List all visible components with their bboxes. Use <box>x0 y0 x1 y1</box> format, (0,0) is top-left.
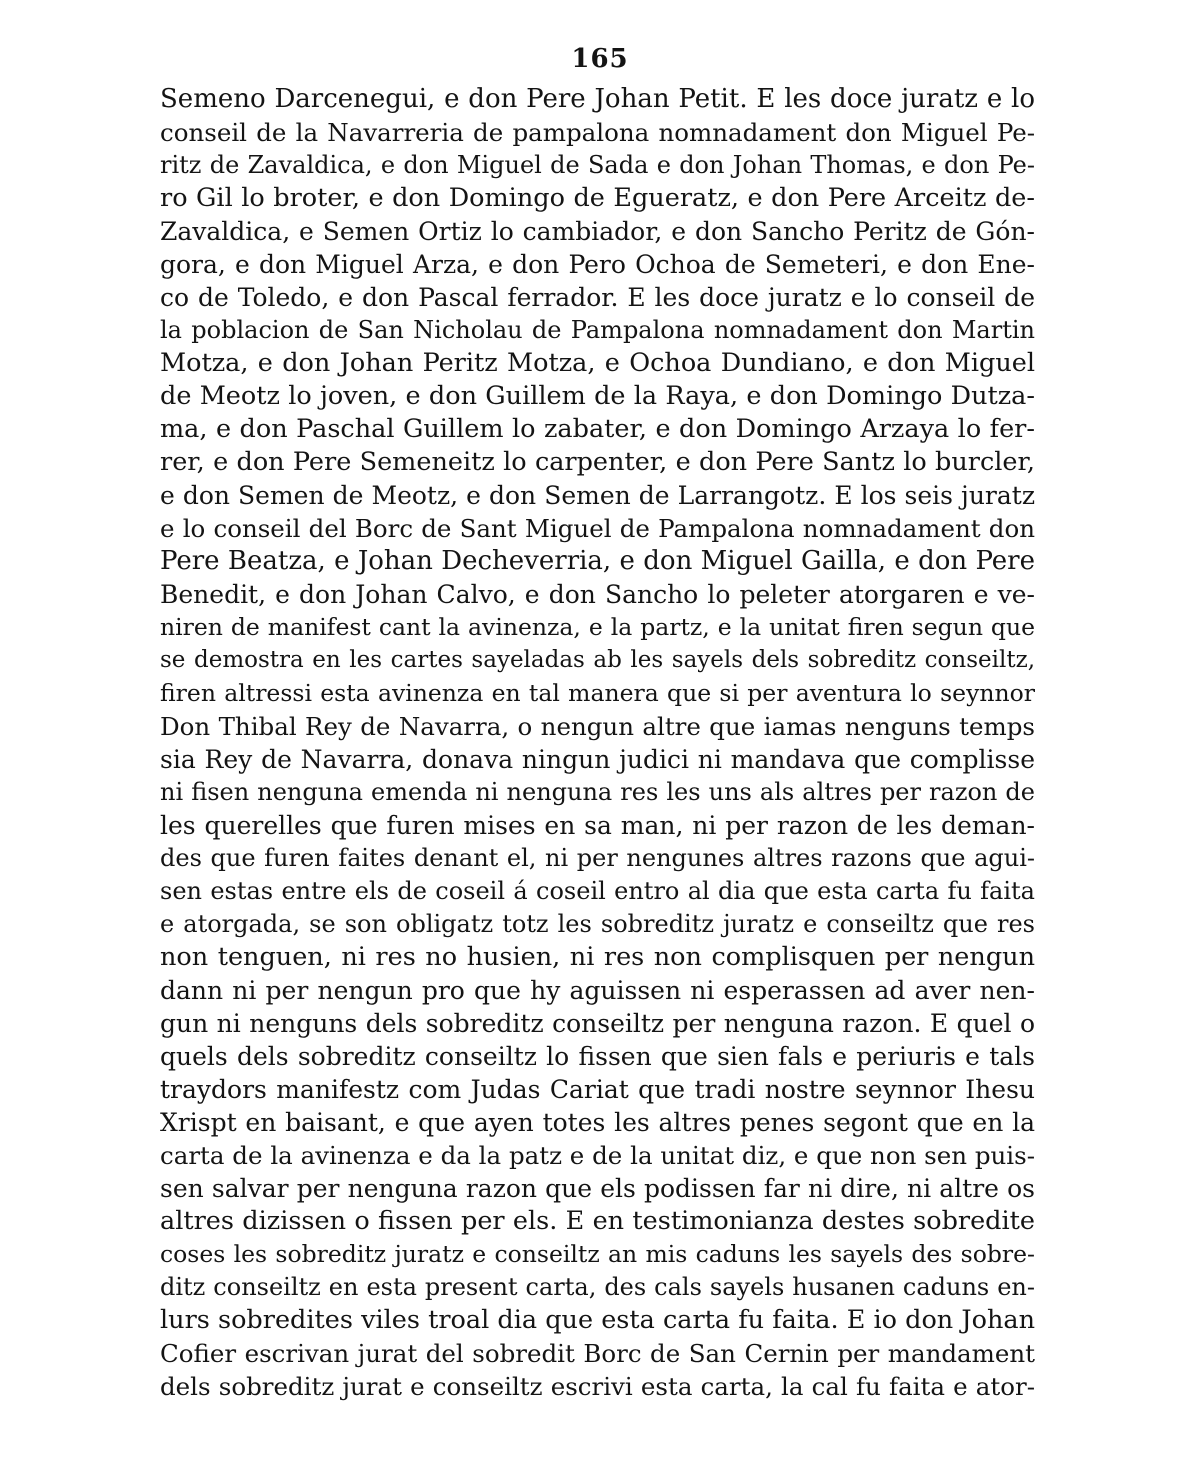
text-line: traydors manifestz com Judas Cariat que tradi nostre seynnor Ihesu <box>160 1075 1035 1104</box>
text-line: gun ni nenguns dels sobreditz conseiltz per nenguna razon. E quel o <box>160 1009 1035 1038</box>
text-line: gora, e don Miguel Arza, e don Pero Ochoa de Semeteri, e don Ene- <box>160 250 1035 279</box>
text-line: ritz de Zavaldica, e don Miguel de Sada e don Johan Thomas, e don Pe- <box>160 151 1035 179</box>
text-line: ni fisen nenguna emenda ni nenguna res les uns als altres per razon de <box>160 778 1035 806</box>
text-line: Cofier escrivan jurat del sobredit Borc de San Cernin per mandament <box>160 1339 1035 1368</box>
text-line: ma, e don Paschal Guillem lo zabater, e don Domingo Arzaya lo fer- <box>160 414 1035 444</box>
text-line: ro Gil lo broter, e don Domingo de Egueratz, e don Pere Arceitz de- <box>160 183 1035 213</box>
text-line: Benedit, e don Johan Calvo, e don Sancho lo peleter atorgaren e ve- <box>160 580 1035 609</box>
text-line: quels dels sobreditz conseiltz lo fissen que sien fals e periuris e tals <box>160 1042 1035 1071</box>
text-line: Semeno Darcenegui, e don Pere Johan Petit. E les doce juratz e lo <box>160 84 1035 114</box>
text-line: e lo conseil del Borc de Sant Miguel de Pampalona nomnadament don <box>160 514 1035 543</box>
text-line: se demostra en les cartes sayeladas ab les sayels dels sobreditz conseiltz, <box>160 647 1035 673</box>
text-line: carta de la avinenza e da la patz e de la unitat diz, e que non sen puis- <box>160 1141 1035 1170</box>
text-line: dels sobreditz jurat e conseiltz escrivi esta carta, la cal fu faita e ator- <box>160 1372 1035 1401</box>
text-line: e don Semen de Meotz, e don Semen de Larrangotz. E los seis juratz <box>160 481 1035 510</box>
text-line: lurs sobredites viles troal dia que esta carta fu faita. E io don Johan <box>160 1305 1035 1335</box>
text-line: la poblacion de San Nicholau de Pampalona nomnadament don Martin <box>160 316 1035 344</box>
page-number: 165 <box>571 44 629 74</box>
text-line: Don Thibal Rey de Navarra, o nengun altre que iamas nenguns temps <box>160 712 1035 741</box>
text-line: rer, e don Pere Semeneitz lo carpenter, e don Pere Santz lo burcler, <box>160 447 1035 477</box>
text-line: e atorgada, se son obligatz totz les sobreditz juratz e conseiltz que res <box>160 910 1035 938</box>
text-line: co de Toledo, e don Pascal ferrador. E les doce juratz e lo conseil de <box>160 283 1035 312</box>
text-line: Pere Beatza, e Johan Decheverria, e don Miguel Gailla, e don Pere <box>160 546 1035 576</box>
body-text <box>160 83 1035 1403</box>
text-line: altres dizissen o fissen per els. E en testimonianza destes sobredite <box>160 1206 1035 1236</box>
text-line: des que furen faites denant el, ni per nengunes altres razons que agui- <box>160 844 1035 872</box>
text-line: les querelles que furen mises en sa man, ni per razon de les deman- <box>160 811 1035 840</box>
text-line: sia Rey de Navarra, donava ningun judici ni mandava que complisse <box>160 745 1035 774</box>
text-line: sen salvar per nenguna razon que els podissen far ni dire, ni altre os <box>160 1174 1035 1203</box>
text-line: niren de manifest cant la avinenza, e la partz, e la unitat firen segun que <box>160 613 1035 641</box>
text-line: de Meotz lo joven, e don Guillem de la Raya, e don Domingo Dutza- <box>160 381 1035 411</box>
text-line: Xrispt en baisant, e que ayen totes les altres penes segont que en la <box>160 1108 1035 1137</box>
text-line: conseil de la Navarreria de pampalona nomnadament don Miguel Pe- <box>160 118 1035 147</box>
text-line: coses les sobreditz juratz e conseiltz an mis caduns les sayels des sobre- <box>160 1240 1035 1268</box>
text-line: non tenguen, ni res no husien, ni res non complisquen per nengun <box>160 942 1035 972</box>
text-line: Zavaldica, e Semen Ortiz lo cambiador, e don Sancho Peritz de Gón- <box>160 217 1035 246</box>
text-line: Motza, e don Johan Peritz Motza, e Ochoa Dundiano, e don Miguel <box>160 348 1035 378</box>
text-line: dann ni per nengun pro que hy aguissen ni esperassen ad aver nen- <box>160 976 1035 1005</box>
text-line: sen estas entre els de coseil á coseil entro al dia que esta carta fu faita <box>160 877 1035 905</box>
text-line: firen altressi esta avinenza en tal manera que si per aventura lo seynnor <box>160 679 1035 707</box>
text-line: ditz conseiltz en esta present carta, des cals sayels husanen caduns en- <box>160 1273 1035 1301</box>
